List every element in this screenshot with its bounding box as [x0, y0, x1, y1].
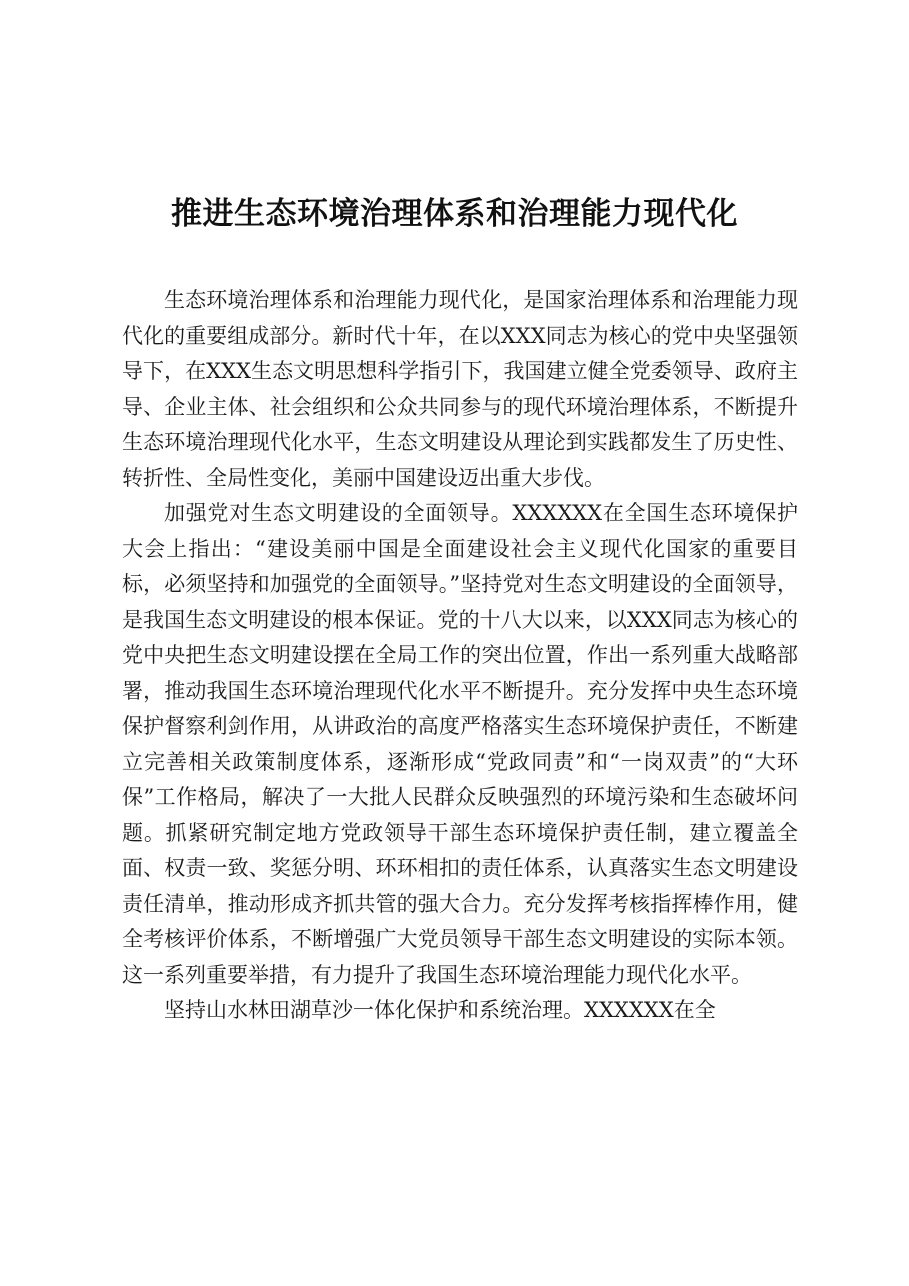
document-title: 推进生态环境治理体系和治理能力现代化: [171, 196, 738, 232]
paragraph-intro: 生态环境治理体系和治理能力现代化，是国家治理体系和治理能力现代化的重要组成部分。新时代十年，在以XXX同志为核心的党中央坚强领导下，在XXX生态文明思想科学指引下，我国建立健全党委领导、政府主导、企业主体、社会组织和公众共同参与的现代环境治理体系，不断提升生态环境治理现代化水平，生态文明建设从理论到实践都发生了历史性、转折性、全局性变化，美丽中国建设迈出重大步伐。: [122, 288, 798, 490]
paragraph-integrated-protection: 坚持山水林田湖草沙一体化保护和系统治理。XXXXXX在全: [164, 998, 716, 1022]
paragraph-party-leadership: 加强党对生态文明建设的全面领导。XXXXXX在全国生态环境保护大会上指出：“建设美丽中国是全面建设社会主义现代化国家的重要目标，必须坚持和加强党的全面领导。”坚持党对生态文明建设的全面领导，是我国生态文明建设的根本保证。党的十八大以来，以XXX同志为核心的党中央把生态文明建设摆在全局工作的突出位置，作出一系列重大战略部署，推动我国生态环境治理现代化水平不断提升。充分发挥中央生态环境保护督察利剑作用，从讲政治的高度严格落实生态环境保护责任，不断建立完善相关政策制度体系，逐渐形成“党政同责”和“一岗双责”的“大环保”工作格局，解决了一大批人民群众反映强烈的环境污染和生态破坏问题。抓紧研究制定地方党政领导干部生态环境保护责任制，建立覆盖全面、权责一致、奖惩分明、环环相扣的责任体系，认真落实生态文明建设责任清单，推动形成齐抓共管的强大合力。充分发挥考核指挥棒作用，健全考核评价体系，不断增强广大党员领导干部生态文明建设的实际本领。这一系列重要举措，有力提升了我国生态环境治理能力现代化水平。: [122, 501, 798, 987]
document-body: [122, 283, 798, 1029]
